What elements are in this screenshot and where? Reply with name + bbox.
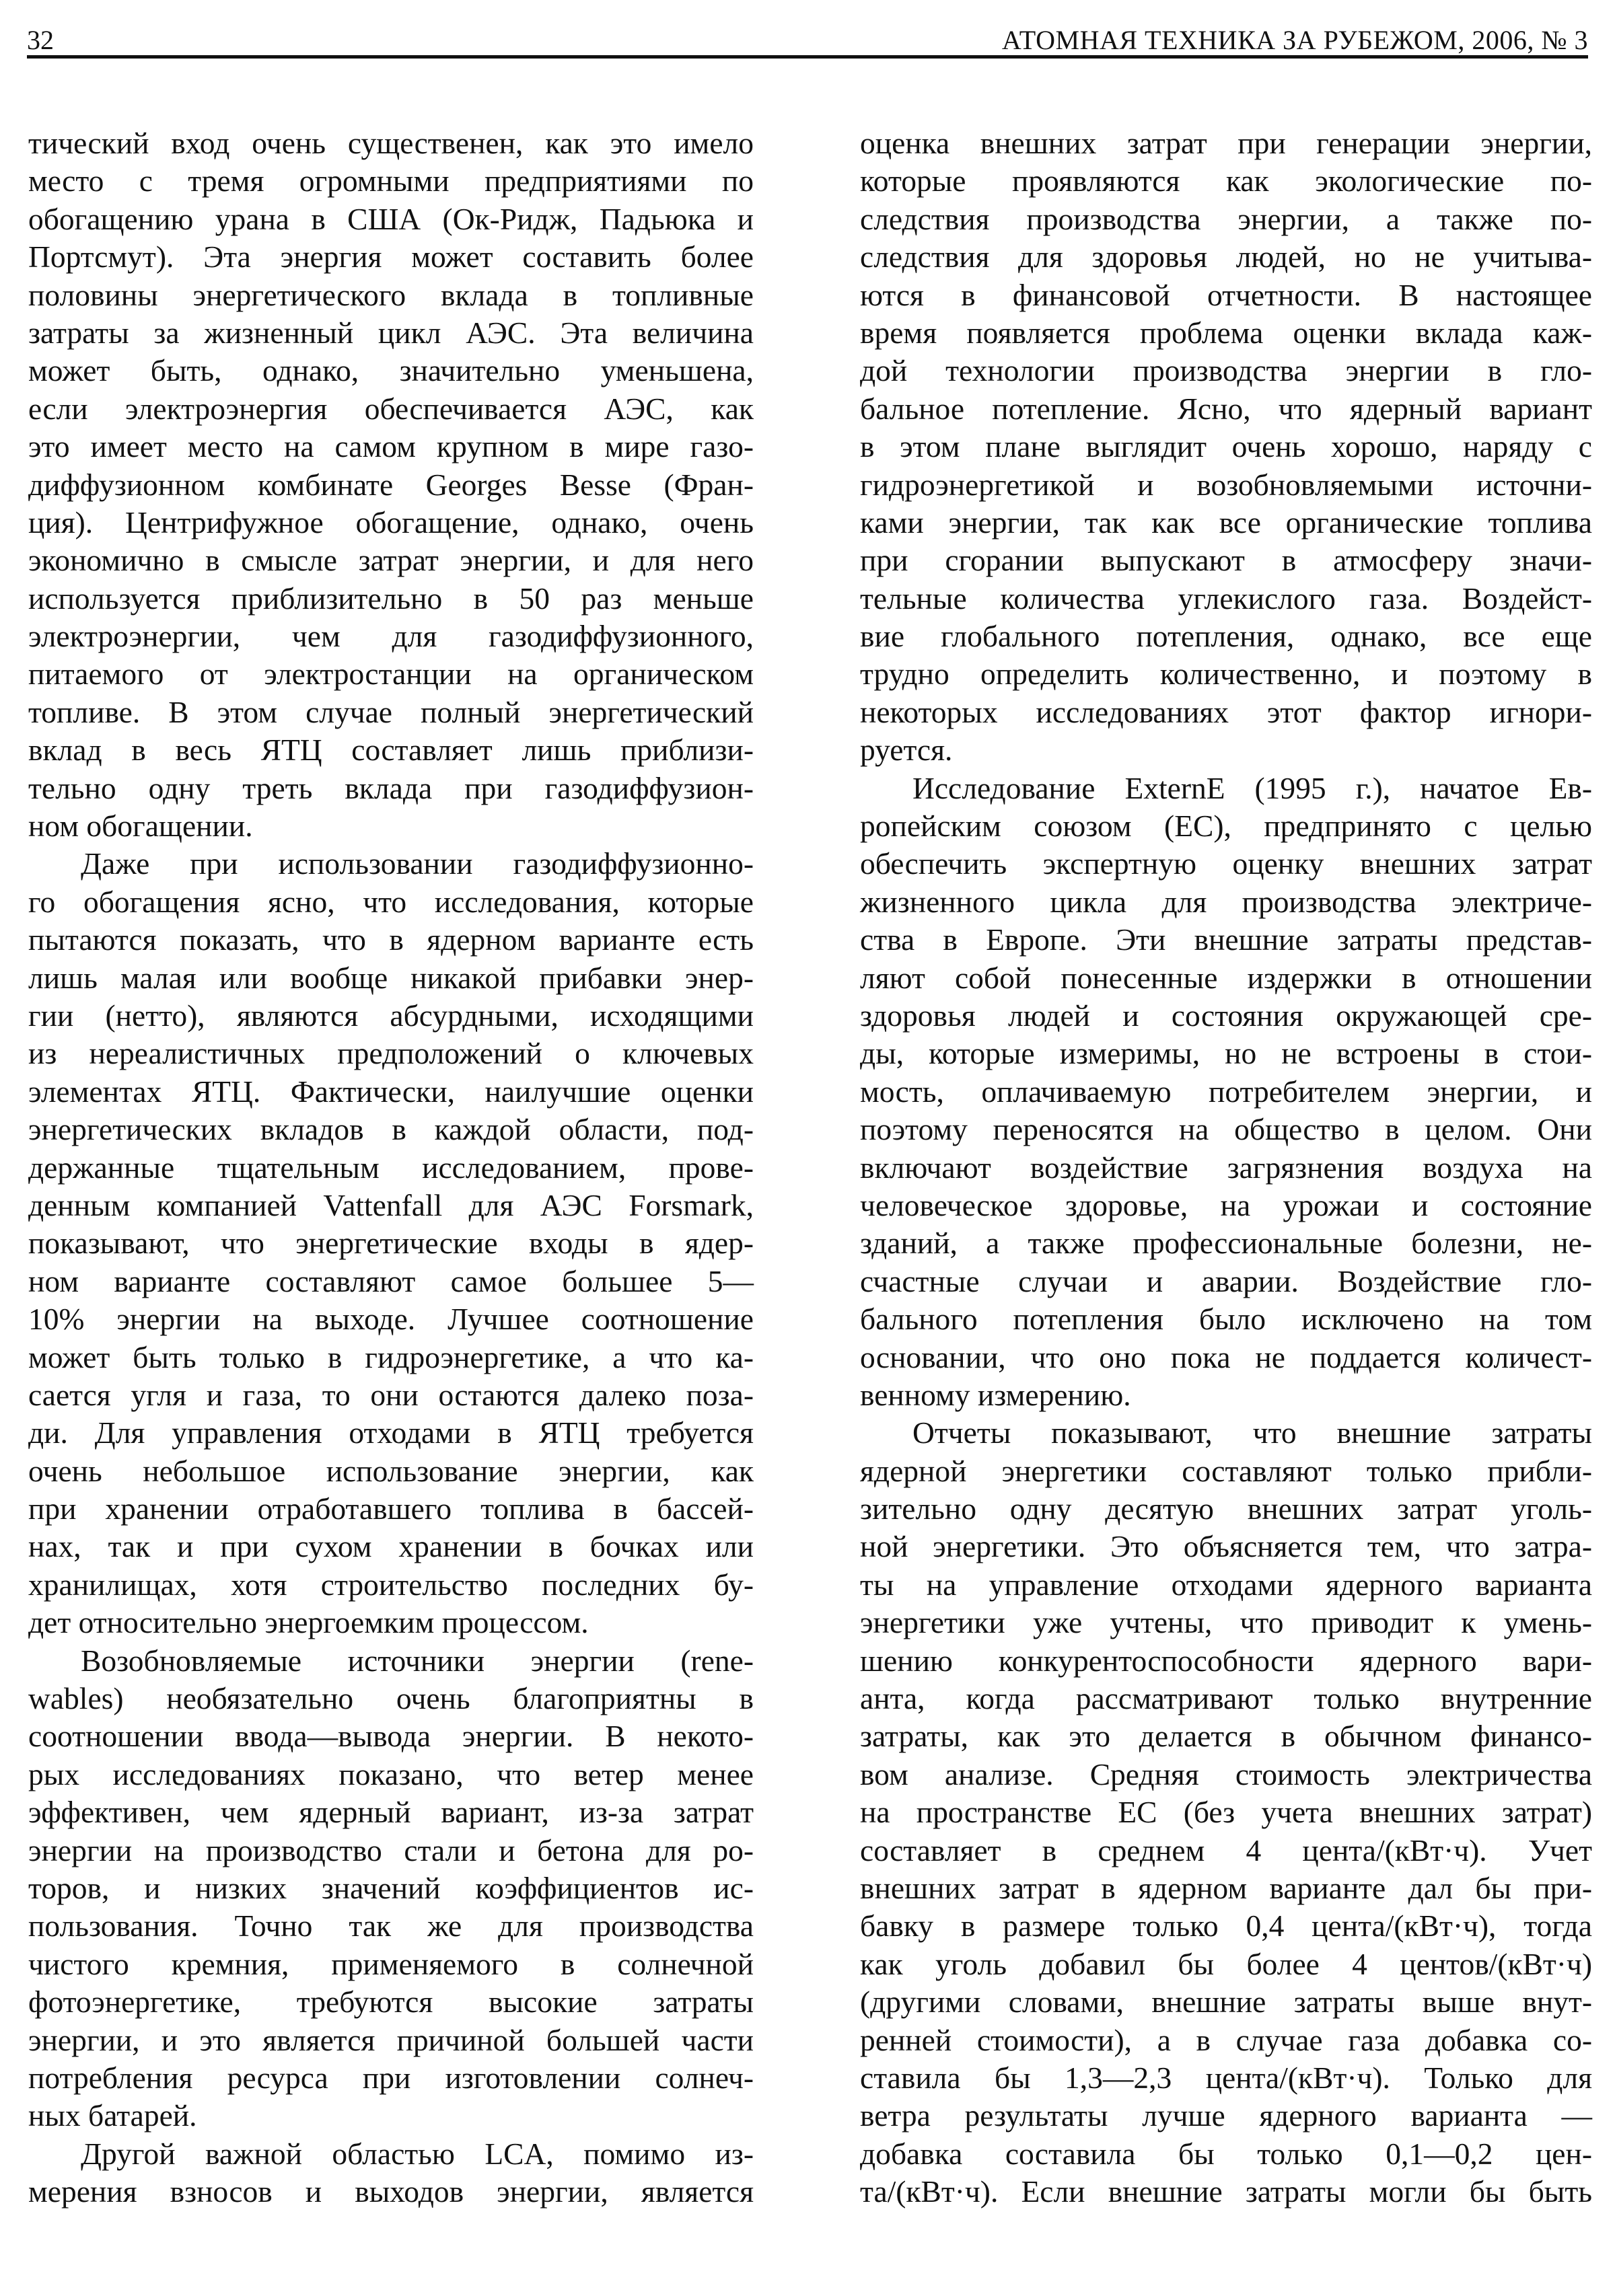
text-line: Возобновляемые источники энергии (rene- [81,1643,754,1678]
text-line: вом анализе. Средняя стоимость электричества [860,1756,1592,1791]
text-line: дой технологии производства энергии в гло- [860,353,1592,388]
text-line: вклад в весь ЯТЦ составляет лишь приблизи- [28,733,754,768]
text-line: 10% энергии на выходе. Лучшее соотношение [28,1302,754,1337]
paragraph [28,845,754,1641]
text-line: если электроэнергия обеспечивается АЭС, как [28,391,754,426]
text-line: чистого кремния, применяемого в солнечной [28,1946,754,1981]
text-line: wables) необязательно очень благоприятны в [28,1681,754,1716]
text-line: ном варианте составляют самое большее 5— [28,1263,754,1298]
text-line: ты на управление отходами ядерного варианта [860,1567,1592,1602]
text-line: Другой важной областью LCA, помимо из- [81,2136,754,2171]
text-line: венному измерению. [860,1377,1131,1412]
text-line: затраты, как это делается в обычном финансо- [860,1719,1592,1754]
text-line: энергетических вкладов в каждой области, под- [28,1112,754,1147]
text-line: обогащению урана в США (Ок-Ридж, Падьюка и [28,201,754,236]
text-line: оценка внешних затрат при генерации энергии, [860,126,1592,160]
text-line: включают воздействие загрязнения воздуха на [860,1150,1592,1185]
text-line: руется. [860,733,953,768]
text-line: ды, которые измеримы, но не встроены в стои- [860,1036,1592,1071]
text-line: фотоэнергетике, требуются высокие затраты [28,1985,754,2020]
text-line: может быть, однако, значительно уменьшена, [28,353,754,388]
text-line: мерения взносов и выходов энергии, является [28,2174,754,2209]
text-line: диффузионном комбинате Georges Besse (Фран- [28,467,754,502]
text-line: торов, и низких значений коэффициентов ис- [28,1870,754,1905]
text-line: счастные случаи и аварии. Воздействие гло- [860,1263,1592,1298]
text-line: как уголь добавил бы более 4 центов/(кВт·ч) [860,1946,1592,1981]
text-line: используется приблизительно в 50 раз меньше [28,581,754,616]
text-line: место с тремя огромными предприятиями по [28,163,754,198]
text-line: (другими словами, внешние затраты выше внут- [860,1985,1592,2020]
text-line: шению конкурентоспособности ядерного вари- [860,1643,1592,1678]
paragraph [28,124,754,845]
text-line: нах, так и при сухом хранении в бочках или [28,1529,754,1564]
text-line: при хранении отработавшего топлива в бассей- [28,1491,754,1526]
text-line: дет относительно энергоемким процессом. [28,1605,589,1640]
text-line: лишь малая или вообще никакой прибавки энер- [28,960,754,995]
text-line: некоторых исследованиях этот фактор игнори- [860,694,1592,729]
text-line: энергетики уже учтены, что приводит к умень- [860,1605,1592,1640]
text-line: поэтому переносятся на общество в целом. Они [860,1112,1592,1147]
text-line: ропейским союзом (ЕС), предпринято с целью [860,809,1592,844]
text-line: пытаются показать, что в ядерном варианте есть [28,922,754,957]
text-line: очень небольшое использование энергии, как [28,1453,754,1488]
text-line: ются в финансовой отчетности. В настоящее [860,277,1592,312]
text-line: ной энергетики. Это объясняется тем, что затра- [860,1529,1592,1564]
text-line: эффективен, чем ядерный вариант, из-за затрат [28,1795,754,1830]
text-line: ставила бы 1,3—2,3 цента/(кВт·ч). Только для [860,2060,1592,2095]
text-line: та/(кВт·ч). Если внешние затраты могли бы быть [860,2174,1592,2209]
text-line: бального потепления было исключено на том [860,1302,1592,1337]
text-line: ветра результаты лучше ядерного варианта — [860,2098,1592,2133]
text-line: внешних затрат в ядерном варианте дал бы при- [860,1870,1592,1905]
text-line: составляет в среднем 4 цента/(кВт·ч). Учет [860,1832,1592,1867]
text-line: это имеет место на самом крупном в мире газо- [28,429,754,464]
text-line: бальное потепление. Ясно, что ядерный вариант [860,391,1592,426]
text-line: энергии, и это является причиной большей части [28,2022,754,2057]
text-line: тельно одну треть вклада при газодиффузион- [28,770,754,805]
paragraph [28,1642,754,2135]
text-line: при сгорании выпускают в атмосферу значи- [860,543,1592,578]
text-line: пользования. Точно так же для производства [28,1909,754,1943]
text-line: половины энергетического вклада в топливные [28,277,754,312]
text-line: которые проявляются как экологические по- [860,163,1592,198]
text-line: на пространстве ЕС (без учета внешних затрат) [860,1795,1592,1830]
page-number: 32 [27,25,54,55]
text-line: тельные количества углекислого газа. Воздейст- [860,581,1592,616]
text-line: го обогащения ясно, что исследования, которые [28,884,754,919]
paragraph [860,770,1592,1415]
text-line: ренней стоимости), а в случае газа добавка со- [860,2022,1592,2057]
header-rule [27,55,1588,59]
text-line: ками энергии, так как все органические топлива [860,505,1592,540]
text-line: сается угля и газа, то они остаются далеко поза- [28,1377,754,1412]
text-line: мость, оплачиваемую потребителем энергии, и [860,1074,1592,1109]
text-line: бавку в размере только 0,4 цента/(кВт·ч), тогда [860,1909,1592,1943]
journal-title: АТОМНАЯ ТЕХНИКА ЗА РУБЕЖОМ, 2006, № 3 [1001,25,1588,55]
text-line: следствия для здоровья людей, но не учитыва- [860,239,1592,274]
text-line: Отчеты показывают, что внешние затраты [912,1415,1592,1450]
text-line: зданий, а также профессиональные болезни, не- [860,1226,1592,1261]
text-line: жизненного цикла для производства электриче- [860,884,1592,919]
text-line: хранилищах, хотя строительство последних бу- [28,1567,754,1602]
text-line: Портсмут). Эта энергия может составить более [28,239,754,274]
text-line: ди. Для управления отходами в ЯТЦ требуется [28,1415,754,1450]
text-line: гидроэнергетикой и возобновляемыми источни- [860,467,1592,502]
text-line: ция). Центрифужное обогащение, однако, очень [28,505,754,540]
running-header [27,20,1588,61]
paragraph [860,124,1592,770]
text-line: ства в Европе. Эти внешние затраты представ- [860,922,1592,957]
text-line: ном обогащении. [28,809,253,844]
text-line: энергии на производство стали и бетона для ро- [28,1832,754,1867]
text-line: топливе. В этом случае полный энергетический [28,694,754,729]
left-column [28,124,754,2211]
text-line: соотношении ввода—вывода энергии. В некото- [28,1719,754,1754]
text-line: Даже при использовании газодиффузионно- [81,846,754,881]
text-line: человеческое здоровье, на урожаи и состояние [860,1187,1592,1222]
text-line: элементах ЯТЦ. Фактически, наилучшие оценки [28,1074,754,1109]
text-line: рых исследованиях показано, что ветер менее [28,1756,754,1791]
text-line: потребления ресурса при изготовлении солнеч- [28,2060,754,2095]
text-line: здоровья людей и состояния окружающей сре- [860,998,1592,1033]
text-line: обеспечить экспертную оценку внешних затрат [860,846,1592,881]
paragraph [860,1414,1592,2211]
text-line: трудно определить количественно, и поэтому в [860,657,1592,692]
text-line: ядерной энергетики составляют только прибли- [860,1453,1592,1488]
text-line: экономично в смысле затрат энергии, и для него [28,543,754,578]
text-line: из нереалистичных предположений о ключевых [28,1036,754,1071]
text-line: время появляется проблема оценки вклада каж- [860,315,1592,350]
text-line: может быть только в гидроэнергетике, а что ка- [28,1339,754,1374]
text-line: затраты за жизненный цикл АЭС. Эта величина [28,315,754,350]
text-line: в этом плане выглядит очень хорошо, наряду с [860,429,1592,464]
text-line: ляют собой понесенные издержки в отношении [860,960,1592,995]
text-line: основании, что оно пока не поддается количест- [860,1339,1592,1374]
text-line: денным компанией Vattenfall для АЭС Forsmark, [28,1187,754,1222]
text-line: питаемого от электростанции на органическом [28,657,754,692]
text-line: добавка составила бы только 0,1—0,2 цен- [860,2136,1592,2171]
text-line: ных батарей. [28,2098,197,2133]
paragraph [28,2135,754,2211]
text-line: Исследование ExternE (1995 г.), начатое Ев- [912,770,1592,805]
text-line: зительно одну десятую внешних затрат уголь- [860,1491,1592,1526]
text-line: тический вход очень существенен, как это имело [28,126,754,160]
text-line: показывают, что энергетические входы в ядер- [28,1226,754,1261]
text-line: вие глобального потепления, однако, все еще [860,619,1592,654]
text-line: гии (нетто), являются абсурдными, исходящими [28,998,754,1033]
text-line: электроэнергии, чем для газодиффузионного, [28,619,754,654]
text-line: следствия производства энергии, а также по- [860,201,1592,236]
text-line: анта, когда рассматривают только внутренние [860,1681,1592,1716]
text-line: держанные тщательным исследованием, прове- [28,1150,754,1185]
right-column [860,124,1592,2211]
